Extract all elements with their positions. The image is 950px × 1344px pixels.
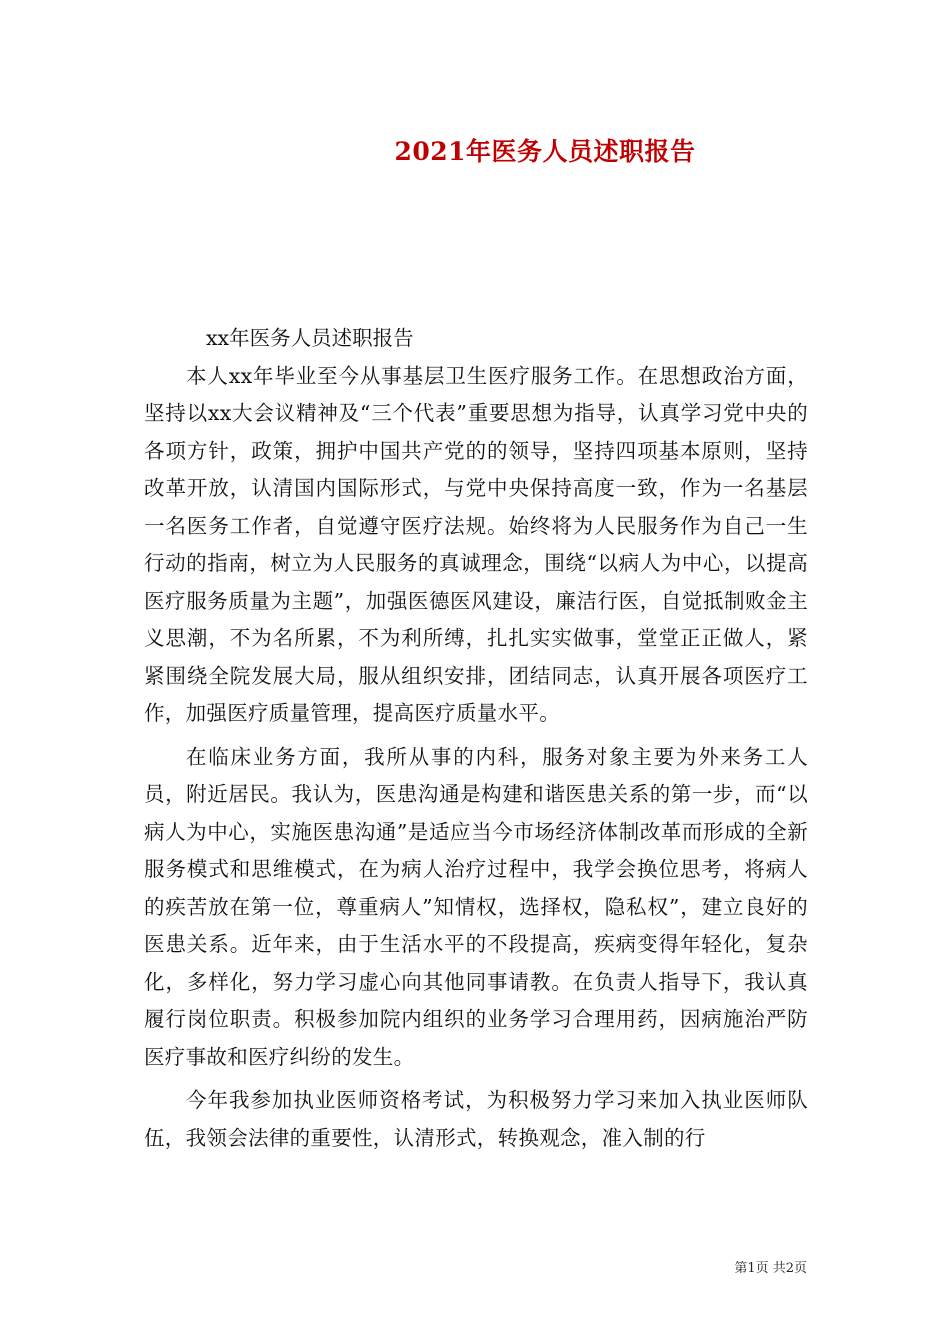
document-body <box>144 320 808 1157</box>
document-subtitle: xx年医务人员述职报告 <box>206 326 414 350</box>
paragraph-exam: 今年我参加执业医师资格考试，为积极努力学习来加入执业医师队伍，我领会法律的重要性，认清形式，转换观念，准入制的行 <box>144 1088 808 1150</box>
page-number: 第1页 共2页 <box>734 1261 807 1276</box>
paragraph-ideology: 本人xx年毕业至今从事基层卫生医疗服务工作。在思想政治方面，坚持以xx大会议精神及“三个代表”重要思想为指导，认真学习党中央的各项方针，政策，拥护中国共产党的的领导，坚持四项基本原则，坚持改革开放，认清国内国际形式，与党中央保持高度一致，作为一名基层一名医务工作者，自觉遵守医疗法规。始终将为人民服务作为自己一生行动的指南，树立为人民服务的真诚理念，围绕“以病人为中心，以提高医疗服务质量为主题”，加强医德医风建设，廉洁行医，自觉抵制败金主义思潮，不为名所累，不为利所缚，扎扎实实做事，堂堂正正做人，紧紧围绕全院发展大局，服从组织安排，团结同志，认真开展各项医疗工作，加强医疗质量管理，提高医疗质量水平。 <box>144 363 808 725</box>
paragraph-clinical: 在临床业务方面，我所从事的内科，服务对象主要为外来务工人员，附近居民。我认为，医患沟通是构建和谐医患关系的第一步，而“以病人为中心，实施医患沟通”是适应当今市场经济体制改革而形成的全新服务模式和思维模式，在为病人治疗过程中，我学会换位思考，将病人的疾苦放在第一位，尊重病人”知情权，选择权，隐私权”，建立良好的医患关系。近年来，由于生活水平的不段提高，疾病变得年轻化，复杂化，多样化，努力学习虚心向其他同事请教。在负责人指导下，我认真履行岗位职责。积极参加院内组织的业务学习合理用药，因病施治严防医疗事故和医疗纠纷的发生。 <box>144 744 808 1069</box>
page-title: 2021年医务人员述职报告 <box>394 137 696 166</box>
